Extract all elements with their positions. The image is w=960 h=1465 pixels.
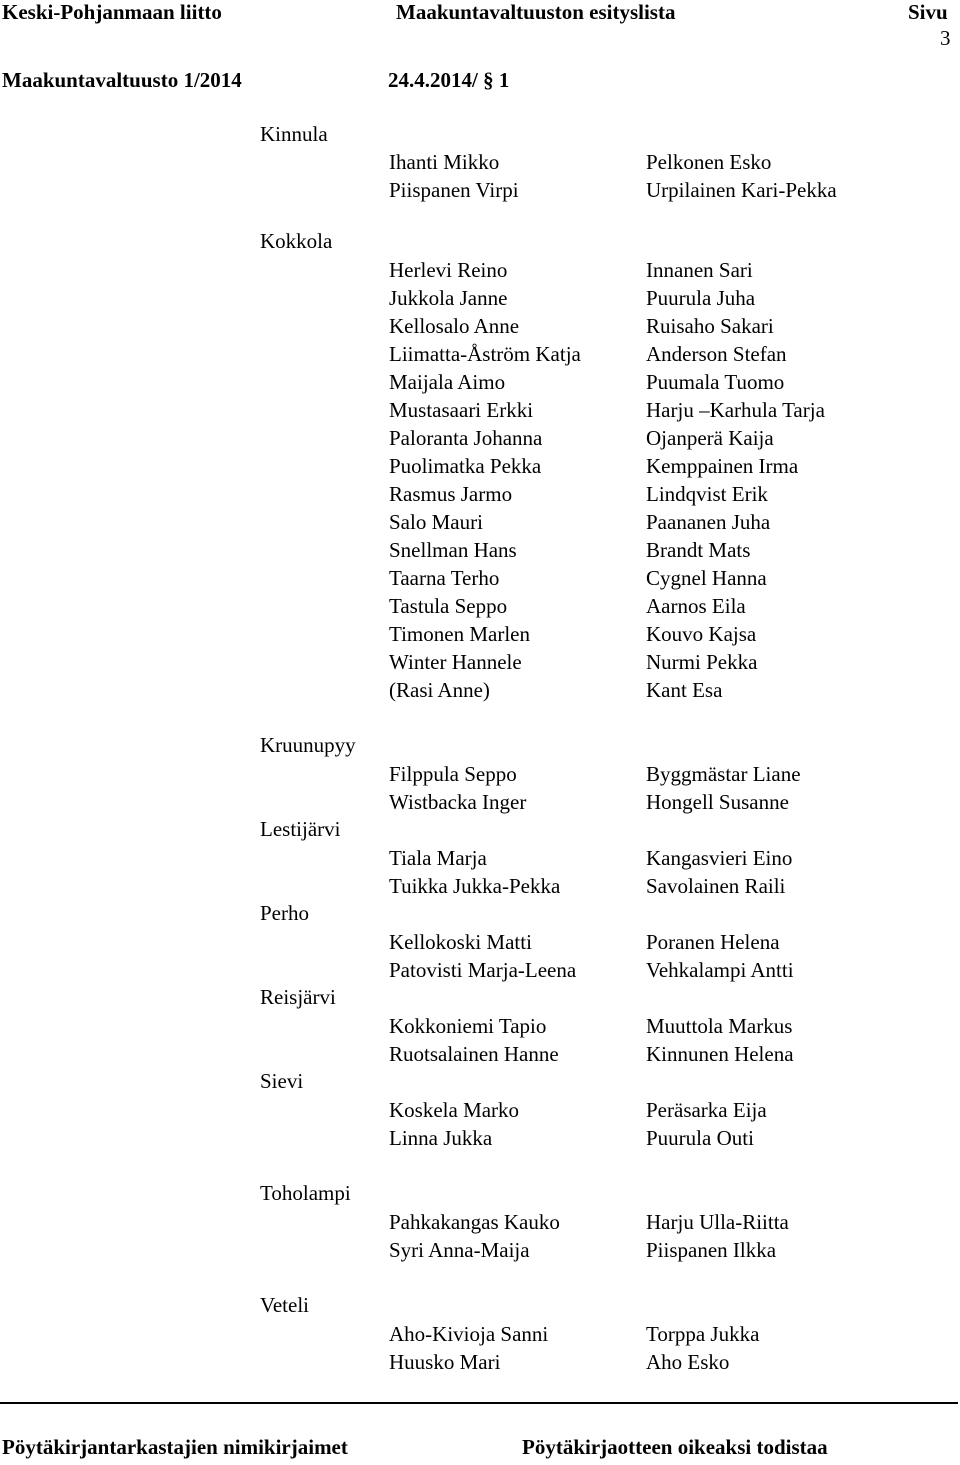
deputy-name: Ruisaho Sakari [646,314,774,338]
municipality-name: Sievi [260,1069,304,1093]
deputy-name: Peräsarka Eija [646,1098,767,1122]
deputy-name: Aho Esko [646,1350,730,1374]
deputy-name: Byggmästar Liane [646,762,801,786]
document-type: Maakuntavaltuuston esityslista [396,0,676,24]
deputy-name: Puurula Juha [646,286,756,310]
member-name: Huusko Mari [389,1350,501,1374]
deputy-name: Muuttola Markus [646,1014,793,1038]
member-name: Rasmus Jarmo [389,482,513,506]
footer-initials-label: Pöytäkirjantarkastajien nimikirjaimet [2,1435,348,1459]
municipality-name: Lestijärvi [260,817,341,841]
deputy-name: Pelkonen Esko [646,150,772,174]
member-name: Syri Anna-Maija [389,1238,530,1262]
municipality-name: Kinnula [260,122,328,146]
deputy-name: Kemppainen Irma [646,454,799,478]
deputy-name: Anderson Stefan [646,342,787,366]
member-name: Taarna Terho [389,566,500,590]
member-name: Paloranta Johanna [389,426,543,450]
member-name: Patovisti Marja-Leena [389,958,577,982]
deputy-name: Torppa Jukka [646,1322,760,1346]
member-name: Salo Mauri [389,510,483,534]
footer-certification-label: Pöytäkirjaotteen oikeaksi todistaa [522,1435,828,1459]
deputy-name: Lindqvist Erik [646,482,768,506]
member-name: Jukkola Janne [389,286,508,310]
meeting-title: Maakuntavaltuusto 1/2014 [2,68,242,92]
member-name: Winter Hannele [389,650,522,674]
member-name: (Rasi Anne) [389,678,490,702]
member-name: Aho-Kivioja Sanni [389,1322,549,1346]
municipality-name: Toholampi [260,1181,351,1205]
page-label: Sivu [908,0,948,24]
deputy-name: Vehkalampi Antti [646,958,794,982]
member-name: Ruotsalainen Hanne [389,1042,559,1066]
organization-name: Keski-Pohjanmaan liitto [2,0,222,24]
member-name: Mustasaari Erkki [389,398,534,422]
member-name: Liimatta-Åström Katja [389,342,581,366]
deputy-name: Puurula Outi [646,1126,754,1150]
member-name: Ihanti Mikko [389,150,500,174]
deputy-name: Kant Esa [646,678,723,702]
member-name: Puolimatka Pekka [389,454,542,478]
deputy-name: Innanen Sari [646,258,753,282]
deputy-name: Ojanperä Kaija [646,426,774,450]
municipality-name: Perho [260,901,309,925]
page-number: 3 [940,26,951,50]
member-name: Snellman Hans [389,538,517,562]
member-name: Maijala Aimo [389,370,506,394]
member-name: Koskela Marko [389,1098,520,1122]
member-name: Wistbacka Inger [389,790,527,814]
deputy-name: Paananen Juha [646,510,771,534]
deputy-name: Kouvo Kajsa [646,622,757,646]
member-name: Tastula Seppo [389,594,508,618]
member-name: Timonen Marlen [389,622,530,646]
member-name: Kellosalo Anne [389,314,520,338]
member-name: Linna Jukka [389,1126,493,1150]
deputy-name: Kinnunen Helena [646,1042,794,1066]
member-name: Filppula Seppo [389,762,517,786]
member-name: Pahkakangas Kauko [389,1210,560,1234]
member-name: Tiala Marja [389,846,487,870]
deputy-name: Puumala Tuomo [646,370,785,394]
deputy-name: Urpilainen Kari-Pekka [646,178,837,202]
municipality-name: Kokkola [260,229,333,253]
deputy-name: Aarnos Eila [646,594,746,618]
footer-divider [0,1402,958,1404]
deputy-name: Kangasvieri Eino [646,846,793,870]
deputy-name: Poranen Helena [646,930,780,954]
member-name: Herlevi Reino [389,258,508,282]
municipality-name: Reisjärvi [260,985,336,1009]
deputy-name: Nurmi Pekka [646,650,758,674]
deputy-name: Harju Ulla-Riitta [646,1210,789,1234]
member-name: Tuikka Jukka-Pekka [389,874,561,898]
municipality-name: Kruunupyy [260,733,356,757]
deputy-name: Savolainen Raili [646,874,786,898]
municipality-name: Veteli [260,1293,309,1317]
deputy-name: Hongell Susanne [646,790,789,814]
deputy-name: Harju –Karhula Tarja [646,398,825,422]
deputy-name: Piispanen Ilkka [646,1238,777,1262]
member-name: Kellokoski Matti [389,930,532,954]
member-name: Kokkoniemi Tapio [389,1014,547,1038]
deputy-name: Brandt Mats [646,538,751,562]
deputy-name: Cygnel Hanna [646,566,767,590]
meeting-date-section: 24.4.2014/ § 1 [388,68,510,92]
member-name: Piispanen Virpi [389,178,519,202]
